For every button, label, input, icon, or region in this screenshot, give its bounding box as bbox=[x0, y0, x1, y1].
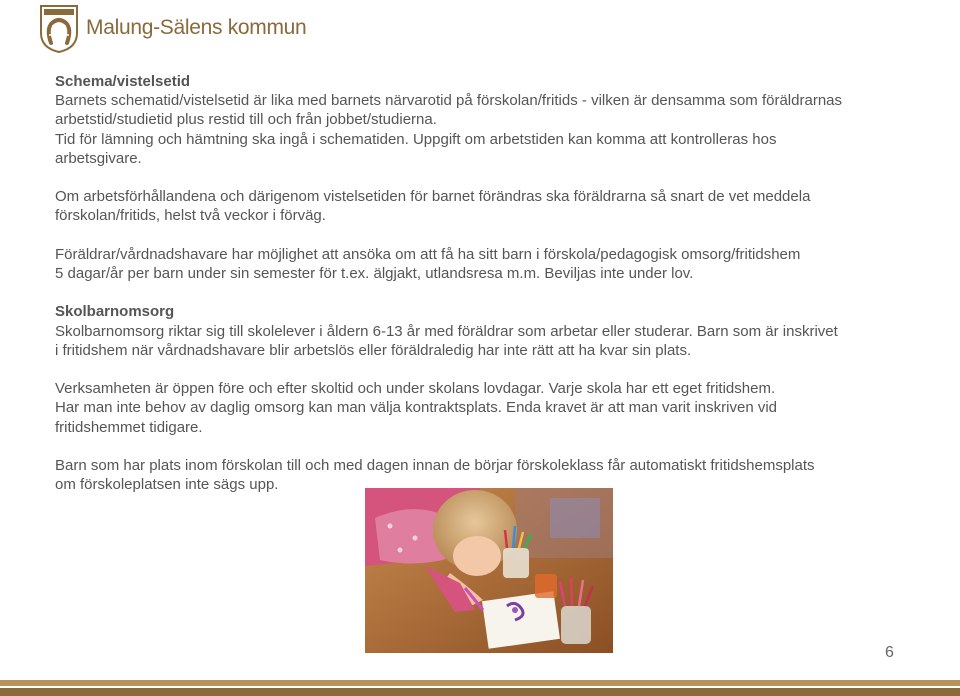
paragraph-schema-change bbox=[55, 187, 915, 225]
header bbox=[38, 2, 306, 54]
text-line: Verksamheten är öppen före och efter skoltid och under skolans lovdagar. Varje skola har ett eget fritidshem. bbox=[55, 380, 776, 398]
text-line: arbetstid/studietid plus restid till och från jobbet/studierna. bbox=[55, 111, 437, 129]
section-skolbarnomsorg bbox=[55, 302, 915, 360]
text-line: 5 dagar/år per barn under sin semester för t.ex. älgjakt, utlandsresa m.m. Beviljas inte under lov. bbox=[55, 265, 694, 282]
heading-schema: Schema/vistelsetid bbox=[55, 73, 191, 90]
paragraph-vacation bbox=[55, 245, 915, 283]
text-line: om förskoleplatsen inte sägs upp. bbox=[55, 476, 279, 494]
footer-bar-dark bbox=[0, 688, 960, 696]
child-drawing-photo bbox=[365, 488, 613, 653]
heading-skolbarnomsorg: Skolbarnomsorg bbox=[55, 303, 175, 321]
text-line: Skolbarnomsorg riktar sig till skolelever i åldern 6-13 år med föräldrar som arbetar eller studerar. Barn som är inskrivet bbox=[55, 322, 838, 340]
section-schema bbox=[55, 72, 915, 168]
text-line: Barn som har plats inom förskolan till och med dagen innan de börjar förskoleklass får automatiskt fritidshemsplats bbox=[55, 456, 815, 474]
organization-name: Malung-Sälens kommun bbox=[86, 16, 307, 39]
text-line: förskolan/fritids, helst två veckor i förväg. bbox=[55, 207, 326, 225]
text-line: i fritidshem när vårdnadshavare blir arbetslös eller föräldraledig har inte rätt att ha kvar sin plats. bbox=[55, 341, 692, 359]
text-line: Om arbetsförhållandena och därigenom vistelsetiden för barnet förändras ska föräldrarna så snart de vet meddela bbox=[55, 188, 811, 206]
horseshoe-crest-icon bbox=[38, 3, 80, 53]
main-content bbox=[55, 72, 915, 514]
footer-bar bbox=[0, 680, 960, 696]
page-number: 6 bbox=[885, 644, 894, 661]
text-line: Barnets schematid/vistelsetid är lika med barnets närvarotid på förskolan/fritids - vilken är densamma som föräldrarnas bbox=[55, 92, 843, 110]
text-line: Tid för lämning och hämtning ska ingå i schematiden. Uppgift om arbetstiden kan komma att kontrolleras hos bbox=[55, 130, 777, 148]
text-line: Föräldrar/vårdnadshavare har möjlighet att ansöka om att få ha sitt barn i förskola/pedagogisk omsorg/fritidshem bbox=[55, 245, 801, 263]
text-line: arbetsgivare. bbox=[55, 149, 142, 167]
paragraph-opening-hours bbox=[55, 379, 915, 437]
text-line: Har man inte behov av daglig omsorg kan man välja kontraktsplats. Enda kravet är att man varit inskriven vid bbox=[55, 399, 778, 417]
text-line: fritidshemmet tidigare. bbox=[55, 418, 203, 436]
